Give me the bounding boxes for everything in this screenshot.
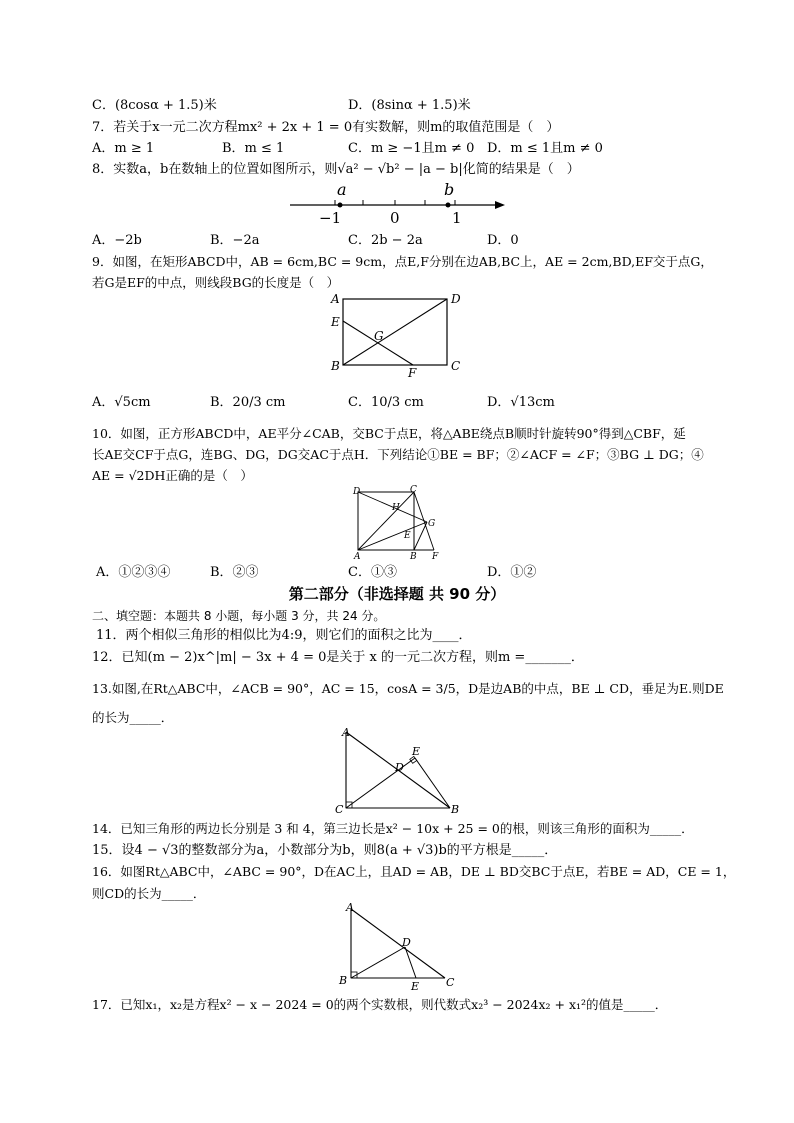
q8-option-d: D．0 — [487, 233, 519, 248]
q10-label-c: C — [410, 485, 417, 495]
q9-option-c: C．10/3 cm — [348, 395, 424, 410]
q9-label-a: A — [331, 292, 340, 306]
q9-label-g: G — [374, 329, 384, 343]
q16-triangle-figure — [335, 900, 465, 992]
q8-option-c: C．2b − 2a — [348, 233, 423, 248]
q13-label-d: D — [395, 761, 404, 774]
q14-stem: 14．已知三角形的两边长分别是 3 和 4，第三边长是x² − 10x + 25 = 0的根，则该三角形的面积为_____． — [92, 821, 694, 836]
q8-stem: 8．实数a，b在数轴上的位置如图所示，则√a² − √b² − |a − b|化简的结果是（ ） — [92, 162, 580, 177]
q10-label-d: D — [353, 487, 361, 497]
q9-option-a: A．√5cm — [92, 395, 151, 410]
q9-label-d: D — [451, 292, 461, 306]
q7-option-c: C．m ≥ −1且m ≠ 0 — [348, 141, 475, 156]
q13-stem-line-1: 13.如图,在Rt△ABC中，∠ACB = 90°，AC = 15，cosA = 3/5，D是边AB的中点，BE ⊥ CD，垂足为E.则DE — [92, 681, 724, 696]
q16-label-c: C — [446, 976, 455, 989]
q13-label-a: A — [342, 726, 350, 739]
q9-option-b: B．20/3 cm — [210, 395, 286, 410]
q15-stem: 15．设4 − √3的整数部分为a，小数部分为b，则8(a + √3)b的平方根是_____． — [92, 843, 558, 858]
q9-stem-line-1: 9．如图，在矩形ABCD中，AB = 6cm,BC = 9cm，点E,F分别在边AB,BC上，AE = 2cm,BD,EF交于点G， — [92, 254, 713, 269]
q16-label-b: B — [339, 974, 348, 987]
q17-stem: 17．已知x₁，x₂是方程x² − x − 2024 = 0的两个实数根，则代数式x₂³ − 2024x₂ + x₁²的值是_____． — [92, 997, 668, 1012]
q10-label-g: G — [428, 519, 436, 529]
q7-stem: 7．若关于x一元二次方程mx² + 2x + 1 = 0有实数解，则m的取值范围是（ ） — [92, 120, 560, 135]
q16-label-d: D — [402, 936, 411, 949]
tick-label-minus-1: −1 — [319, 209, 342, 227]
q13-label-c: C — [335, 803, 344, 816]
q8-number-line-figure — [285, 180, 510, 228]
q9-label-b: B — [331, 359, 340, 373]
q10-label-f: F — [432, 552, 439, 562]
tick-label-0: 0 — [390, 209, 400, 227]
q16-label-a: A — [346, 901, 354, 914]
q10-square-figure — [350, 484, 450, 562]
q10-option-c: C．①③ — [348, 565, 397, 580]
q9-label-f: F — [408, 366, 417, 380]
point-b — [446, 203, 451, 208]
q9-label-c: C — [451, 359, 461, 373]
label-b: b — [444, 180, 455, 199]
q16-stem-line-2: 则CD的长为_____． — [92, 886, 206, 901]
part-two-heading: 第二部分（非选择题 共 90 分） — [288, 585, 506, 603]
q16-label-e: E — [411, 980, 420, 992]
q13-label-e: E — [412, 745, 421, 758]
q9-label-e: E — [331, 315, 340, 329]
q6-option-d: D．(8sinα + 1.5)米 — [348, 98, 471, 113]
q7-option-b: B．m ≤ 1 — [222, 141, 285, 156]
tick-label-1: 1 — [452, 209, 462, 227]
q9-stem-line-2: 若G是EF的中点，则线段BG的长度是（ ） — [92, 275, 340, 290]
q10-option-b: B．②③ — [210, 565, 259, 580]
q9-rectangle-figure — [325, 290, 475, 380]
q10-label-h: H — [392, 503, 400, 513]
q10-option-d: D．①② — [487, 565, 537, 580]
q10-label-a: A — [354, 552, 361, 562]
q10-option-a: A．①②③④ — [96, 565, 171, 580]
q7-option-a: A．m ≥ 1 — [92, 141, 155, 156]
q10-label-b: B — [410, 552, 417, 562]
q12-stem: 12．已知(m − 2)x^|m| − 3x + 4 = 0是关于 x 的一元二次方程，则m =_______． — [92, 650, 584, 665]
q16-stem-line-1: 16．如图Rt△ABC中，∠ABC = 90°，D在AC上，且AD = AB，DE ⊥ BD交BC于点E，若BE = AD，CE = 1， — [92, 864, 736, 879]
label-a: a — [337, 180, 347, 199]
q10-stem-line-3: AE = √2DH正确的是（ ） — [92, 468, 253, 483]
point-a — [338, 203, 343, 208]
q13-label-b: B — [451, 803, 460, 816]
q8-option-b: B．−2a — [210, 233, 260, 248]
q10-stem-line-1: 10．如图，正方形ABCD中，AE平分∠CAB，交BC于点E，将△ABE绕点B顺时针旋转90°得到△CBF，延 — [92, 426, 686, 441]
q8-option-a: A．−2b — [92, 233, 142, 248]
fill-in-section-title: 二、填空题：本题共 8 小题，每小题 3 分，共 24 分。 — [92, 609, 386, 623]
q13-triangle-figure — [330, 724, 470, 816]
q9-option-d: D．√13cm — [487, 395, 555, 410]
q13-stem-line-2: 的长为_____． — [92, 710, 174, 725]
q6-option-c: C．(8cosα + 1.5)米 — [92, 98, 217, 113]
q10-label-e: E — [404, 531, 411, 541]
q11-stem: 11．两个相似三角形的相似比为4:9，则它们的面积之比为____． — [96, 628, 472, 643]
q7-option-d: D．m ≤ 1且m ≠ 0 — [487, 141, 603, 156]
q10-stem-line-2: 长AE交CF于点G，连BG、DG，DG交AC于点H．下列结论①BE = BF；②∠ACF = ∠F；③BG ⊥ DG；④ — [92, 447, 704, 462]
